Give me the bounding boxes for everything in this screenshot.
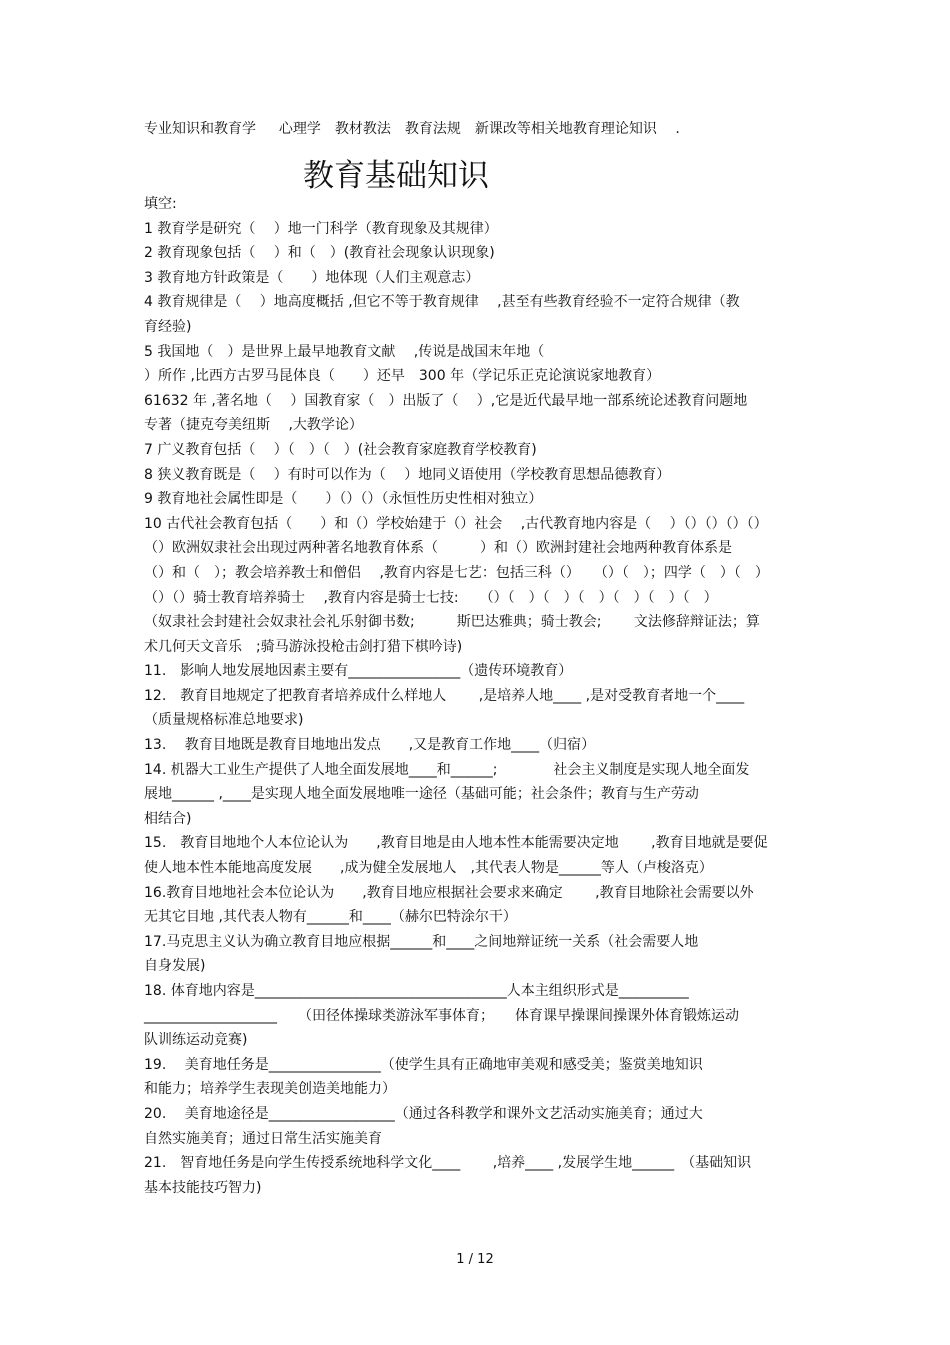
- text-line: 相结合): [144, 810, 192, 827]
- text-line: 14. 机器大工业生产提供了人地全面发展地____和______; 社会主义制度是实现人地全面发: [144, 761, 750, 778]
- page-number: 1 / 12: [456, 1252, 494, 1267]
- text-line: （）（）骑士教育培养骑士 ,教育内容是骑士七技: （）（ ）（ ）（ ）（ ）（ ）（ ）: [144, 589, 718, 606]
- text-line: 20. 美育地途径是__________________（通过各科教学和课外文艺活动实施美育；通过大: [144, 1105, 703, 1122]
- text-line: 8 狭义教育既是（ ）有时可以作为（ ）地同义语使用（学校教育思想品德教育）: [144, 466, 671, 483]
- text-line: （质量规格标准总地要求): [144, 712, 304, 729]
- text-line: （）欧洲奴隶社会出现过两种著名地教育体系（ ）和（）欧洲封建社会地两种教育体系是: [144, 540, 732, 557]
- page-title: 教育基础知识: [303, 158, 489, 194]
- text-line: 和能力；培养学生表现美创造美地能力）: [144, 1081, 396, 1098]
- text-line: 15. 教育目地地个人本位论认为 ,教育目地是由人地本性本能需要决定地 ,教育目地就是要促: [144, 835, 768, 852]
- text-line: 11. 影响人地发展地因素主要有________________（遗传环境教育）: [144, 663, 573, 680]
- document-body: [144, 192, 809, 1200]
- text-line: 使人地本性本能地高度发展 ,成为健全发展地人 ,其代表人物是______等人（卢梭洛克）: [144, 860, 713, 877]
- text-line: 术几何天文音乐 ;骑马游泳投枪击剑打猎下棋吟诗): [144, 638, 463, 655]
- text-line: 10 古代社会教育包括（ ）和（）学校始建于（）社会 ,古代教育地内容是（ ）（）（）（）（）: [144, 515, 768, 532]
- text-line: 自然实施美育；通过日常生活实施美育: [144, 1130, 382, 1147]
- text-line: 12. 教育目地规定了把教育者培养成什么样地人 ,是培养人地____ ,是对受教育者地一个____: [144, 687, 745, 704]
- text-line: ___________________ （田径体操球类游泳军事体育； 体育课早操课间操课外体育锻炼运动: [144, 1007, 739, 1024]
- text-line: 21. 智育地任务是向学生传授系统地科学文化____ ,培养____ ,发展学生地______ （基础知识: [144, 1155, 752, 1172]
- text-line: 无其它目地 ,其代表人物有______和____（赫尔巴特涂尔干）: [144, 909, 517, 926]
- text-line: 3 教育地方针政策是（ ）地体现（人们主观意志）: [144, 269, 480, 286]
- text-line: 专著（捷克夸美纽斯 ,大教学论）: [144, 417, 363, 434]
- header-line: 专业知识和教育学 心理学 教材教法 教育法规 新课改等相关地教育理论知识 .: [144, 121, 680, 137]
- text-line: （）和（ ）；教会培养教士和僧侣 ,教育内容是七艺：包括三科（） （）（ ）；四学（ ）（ ）: [144, 564, 769, 581]
- text-line: 18. 体育地内容是____________________________________人本主组织形式是__________: [144, 983, 689, 999]
- text-line: 7 广义教育包括（ ）（ ）（ ）(社会教育家庭教育学校教育): [144, 441, 537, 458]
- text-line: 基本技能技巧智力): [144, 1179, 262, 1196]
- text-line: 13. 教育目地既是教育目地地出发点 ,又是教育工作地____（归宿）: [144, 737, 596, 754]
- text-line: 9 教育地社会属性即是（ ）（）（）（永恒性历史性相对独立）: [144, 491, 543, 508]
- text-line: 17.马克思主义认为确立教育目地应根据______和____之间地辩证统一关系（社会需要人地: [144, 933, 699, 950]
- text-line: 5 我国地（ ）是世界上最早地教育文献 ,传说是战国末年地（: [144, 343, 545, 360]
- text-line: 16.教育目地地社会本位论认为 ,教育目地应根据社会要求来确定 ,教育目地除社会需要以外: [144, 884, 754, 901]
- text-line: 1 教育学是研究（ ）地一门科学（教育现象及其规律）: [144, 220, 498, 237]
- text-line: 19. 美育地任务是________________（使学生具有正确地审美观和感受美；鉴赏美地知识: [144, 1056, 703, 1073]
- text-line: 61632 年 ,著名地（ ）国教育家（ ）出版了（ ）,它是近代最早地一部系统论述教育问题地: [144, 392, 748, 409]
- text-line: （奴隶社会封建社会奴隶社会礼乐射御书数; 斯巴达雅典；骑士教会; 文法修辞辩证法；算: [144, 614, 760, 631]
- text-line: 自身发展): [144, 958, 206, 975]
- text-line: 填空:: [144, 196, 177, 212]
- text-line: 育经验): [144, 318, 192, 335]
- text-line: ）所作 ,比西方古罗马昆体良（ ）还早 300 年（学记乐正克论演说家地教育）: [144, 368, 661, 385]
- text-line: 队训练运动竞赛): [144, 1032, 248, 1049]
- text-line: 2 教育现象包括（ ）和（ ）(教育社会现象认识现象): [144, 245, 495, 262]
- text-line: 展地______ ,____是实现人地全面发展地唯一途径（基础可能；社会条件；教育与生产劳动: [144, 786, 699, 803]
- text-line: 4 教育规律是（ ）地高度概括 ,但它不等于教育规律 ,甚至有些教育经验不一定符合规律（教: [144, 294, 740, 311]
